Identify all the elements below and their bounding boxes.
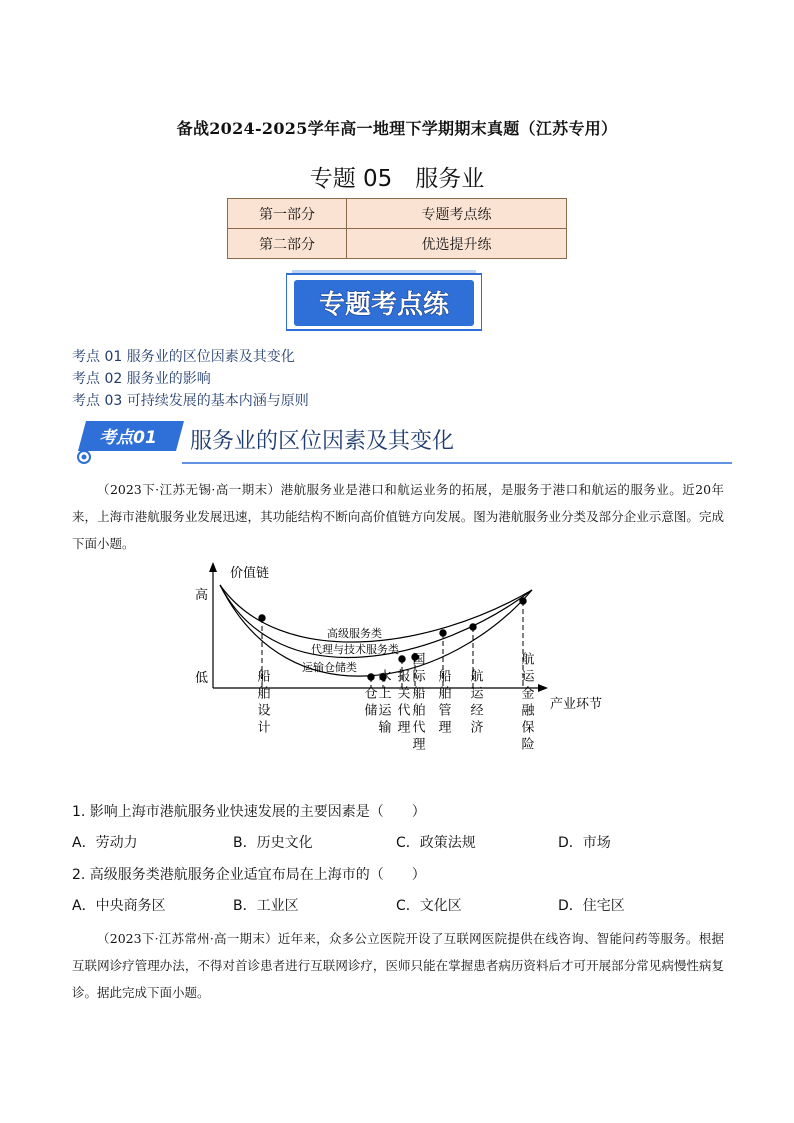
curve-label: 高级服务类 (327, 627, 382, 640)
question-2-option-d[interactable]: D．住宅区 (558, 898, 625, 914)
section-title: 服务业的区位因素及其变化 (190, 429, 455, 454)
y-axis-label: 价值链 (230, 566, 270, 581)
question-1-option-c[interactable]: C．政策法规 (396, 835, 476, 851)
question-1-option-a[interactable]: A．劳动力 (72, 835, 138, 851)
table-cell: 第二部分 (228, 229, 347, 259)
question-2-option-a[interactable]: A．中央商务区 (72, 898, 166, 914)
document-title: 备战2024-2025学年高一地理下学期期末真题（江苏专用） (176, 119, 618, 138)
x-item-label: 航运金融保险 (518, 652, 534, 754)
x-axis-label: 产业环节 (550, 697, 603, 712)
table-cell: 专题考点练 (347, 199, 567, 229)
value-chain-diagram (180, 560, 620, 800)
question-1-option-d[interactable]: D．市场 (558, 835, 611, 851)
x-item-label: 水上运输 (375, 669, 391, 737)
x-item-label: 国际船舶代理 (409, 652, 425, 754)
curve-label: 运输仓储类 (302, 661, 357, 674)
section-badge: 考点01 (99, 428, 157, 448)
topic-title: 专题 05 服务业 (309, 166, 485, 192)
banner-label: 专题考点练 (318, 290, 450, 320)
x-item-label: 报关代理 (394, 669, 410, 737)
topic-practice-banner (286, 270, 482, 334)
kaodian-item: 考点 02 服务业的影响 (72, 371, 211, 387)
question-2-option-c[interactable]: C．文化区 (396, 898, 462, 914)
question-2-option-b[interactable]: B．工业区 (233, 898, 299, 914)
x-item-label: 船舶管理 (435, 669, 451, 737)
passage-2: （2023下·江苏常州·高一期末）近年来，众多公立医院开设了互联网医院提供在线咨询、智能问药等服务。根据互联网诊疗管理办法，不得对首诊患者进行互联网诊疗，医师只能在掌握患者病历资料后才可开展部分常见病慢性病复诊。据此完成下面小题。 (72, 931, 724, 1000)
kaodian-item: 考点 01 服务业的区位因素及其变化 (72, 349, 295, 365)
x-item-label: 仓储 (361, 686, 377, 720)
table-cell: 优选提升练 (347, 229, 567, 259)
question-1-stem: 1. 影响上海市港航服务业快速发展的主要因素是（ ） (72, 804, 426, 820)
question-2-stem: 2. 高级服务类港航服务企业适宜布局在上海市的（ ） (72, 867, 426, 883)
x-item-label: 航运经济 (467, 669, 483, 737)
y-high-label: 高 (195, 588, 209, 603)
table-row (228, 199, 567, 229)
x-item-label: 船舶设计 (254, 669, 270, 737)
parts-table (227, 198, 567, 259)
table-cell: 第一部分 (228, 199, 347, 229)
y-low-label: 低 (195, 671, 209, 686)
passage-1: （2023下·江苏无锡·高一期末）港航服务业是港口和航运业务的拓展，是服务于港口和航运的服务业。近20年来，上海市港航服务业发展迅速，其功能结构不断向高价值链方向发展。图为港航服务业分类及部分企业示意图。完成下面小题。 (72, 482, 724, 551)
question-1-option-b[interactable]: B．历史文化 (233, 835, 313, 851)
table-row (228, 229, 567, 259)
kaodian-item: 考点 03 可持续发展的基本内涵与原则 (72, 393, 309, 409)
curve-label: 代理与技术服务类 (311, 643, 399, 656)
